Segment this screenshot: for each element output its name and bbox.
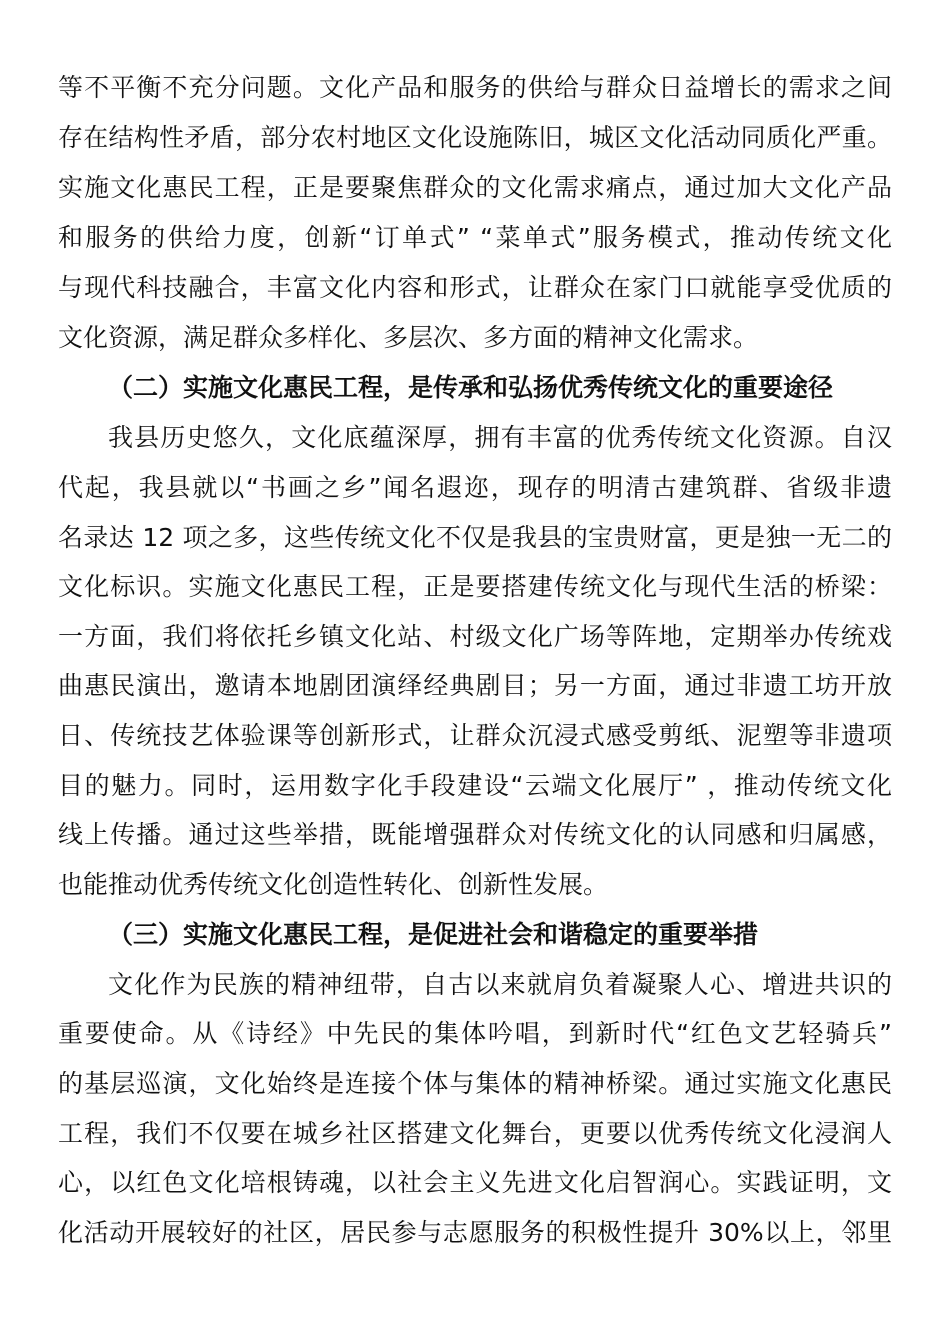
section-heading-2: （二）实施文化惠民工程，是传承和弘扬优秀传统文化的重要途径 <box>108 373 834 402</box>
para1-line-5: 与现代科技融合，丰富文化内容和形式，让群众在家门口就能享受优质的 <box>58 273 892 302</box>
para3-line-4: 工程，我们不仅要在城乡社区搭建文化舞台，更要以优秀传统文化浸润人 <box>58 1119 892 1148</box>
section-heading-3: （三）实施文化惠民工程，是促进社会和谐稳定的重要举措 <box>108 920 759 949</box>
para1-line-6: 文化资源，满足群众多样化、多层次、多方面的精神文化需求。 <box>58 323 759 352</box>
para2-line-10: 也能推动优秀传统文化创造性转化、创新性发展。 <box>58 870 609 899</box>
para2-line-6: 曲惠民演出，邀请本地剧团演绎经典剧目；另一方面，通过非遗工坊开放 <box>58 671 892 700</box>
para2-line-8: 目的魅力。同时，运用数字化手段建设“云端文化展厅” ，推动传统文化 <box>58 771 892 800</box>
para3-line-5: 心，以红色文化培根铸魂，以社会主义先进文化启智润心。实践证明，文 <box>58 1168 892 1197</box>
para3-line-3: 的基层巡演，文化始终是连接个体与集体的精神桥梁。通过实施文化惠民 <box>58 1069 892 1098</box>
para1-line-1: 等不平衡不充分问题。文化产品和服务的供给与群众日益增长的需求之间 <box>58 73 892 102</box>
para3-line-1: 文化作为民族的精神纽带，自古以来就肩负着凝聚人心、增进共识的 <box>108 970 892 999</box>
para3-line-2: 重要使命。从《诗经》中先民的集体吟唱，到新时代“红色文艺轻骑兵” <box>58 1019 892 1048</box>
para3-line-6: 化活动开展较好的社区，居民参与志愿服务的积极性提升 30%以上，邻里 <box>58 1218 892 1247</box>
para1-line-4: 和服务的供给力度，创新“订单式” “菜单式”服务模式，推动传统文化 <box>58 223 892 252</box>
para2-line-5: 一方面，我们将依托乡镇文化站、村级文化广场等阵地，定期举办传统戏 <box>58 622 892 651</box>
para2-line-1: 我县历史悠久，文化底蕴深厚，拥有丰富的优秀传统文化资源。自汉 <box>108 423 892 452</box>
para2-line-9: 线上传播。通过这些举措，既能增强群众对传统文化的认同感和归属感， <box>58 820 892 849</box>
para1-line-2: 存在结构性矛盾，部分农村地区文化设施陈旧，城区文化活动同质化严重。 <box>58 123 892 152</box>
para2-line-3: 名录达 12 项之多，这些传统文化不仅是我县的宝贵财富，更是独一无二的 <box>58 523 892 552</box>
para2-line-2: 代起，我县就以“书画之乡”闻名遐迩，现存的明清古建筑群、省级非遗 <box>58 473 892 502</box>
para1-line-3: 实施文化惠民工程，正是要聚焦群众的文化需求痛点，通过加大文化产品 <box>58 173 892 202</box>
para2-line-7: 日、传统技艺体验课等创新形式，让群众沉浸式感受剪纸、泥塑等非遗项 <box>58 721 892 750</box>
para2-line-4: 文化标识。实施文化惠民工程，正是要搭建传统文化与现代生活的桥梁： <box>58 572 892 601</box>
